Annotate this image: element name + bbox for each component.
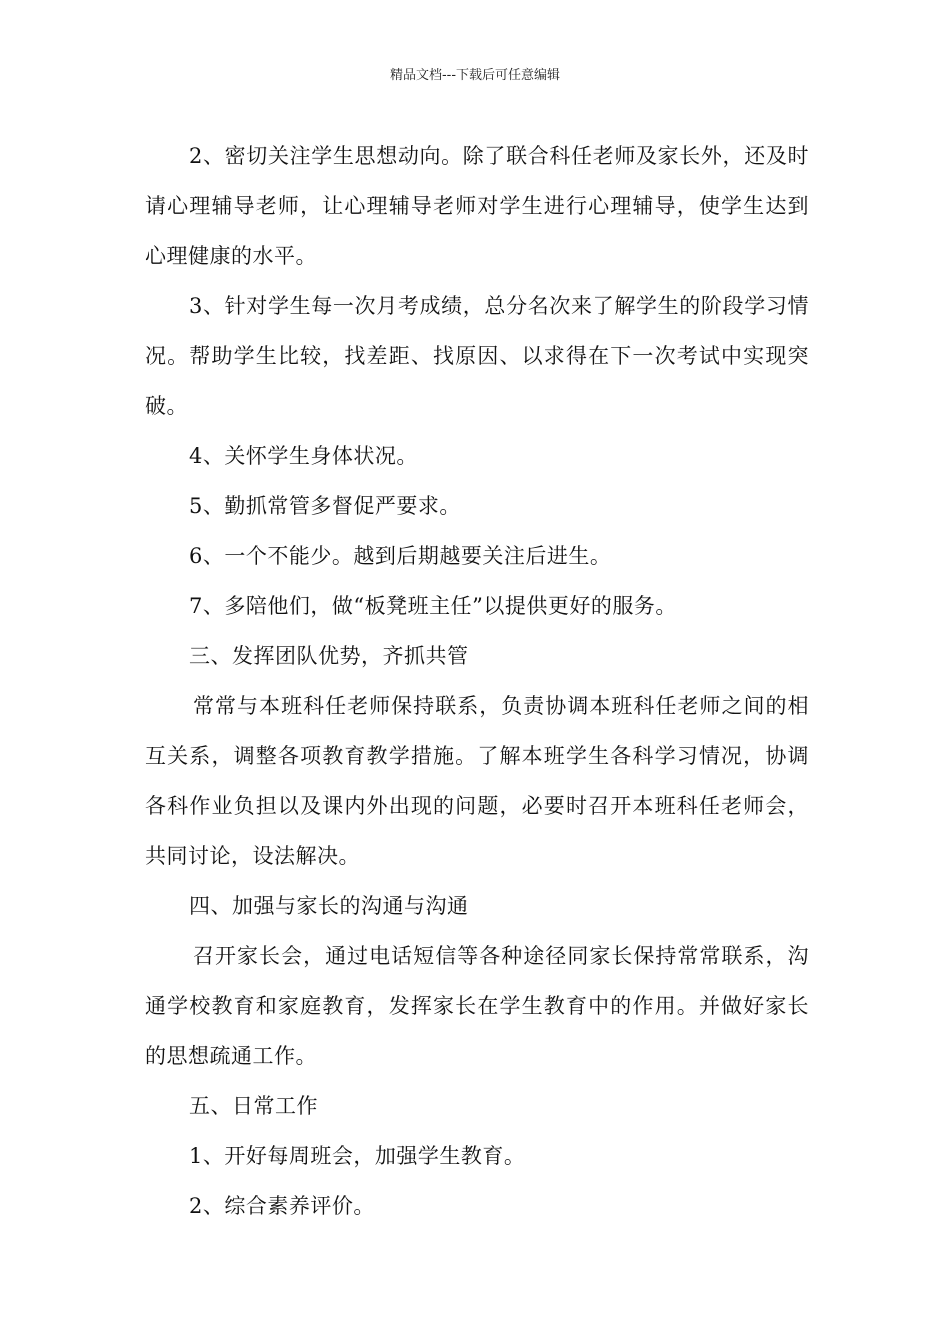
paragraph-item-5: 5、勤抓常管多督促严要求。 xyxy=(189,494,461,518)
section-heading-daily-work: 五、日常工作 xyxy=(189,1094,318,1118)
paragraph-item-4: 4、关怀学生身体状况。 xyxy=(189,444,418,468)
paragraph-parents: 召开家长会，通过电话短信等各种途径同家长保持常常联系，沟通学校教育和家庭教育，发挥家长在学生教育中的作用。并做好家长的思想疏通工作。 xyxy=(145,944,809,1068)
document-body xyxy=(145,131,809,1231)
paragraph-item-2: 2、密切关注学生思想动向。除了联合科任老师及家长外，还及时请心理辅导老师，让心理辅导老师对学生进行心理辅导，使学生达到心理健康的水平。 xyxy=(145,144,809,268)
paragraph-daily-1: 1、开好每周班会，加强学生教育。 xyxy=(189,1144,526,1168)
paragraph-item-3: 3、针对学生每一次月考成绩，总分名次来了解学生的阶段学习情况。帮助学生比较，找差距、找原因、以求得在下一次考试中实现突破。 xyxy=(145,294,809,418)
paragraph-teamwork: 常常与本班科任老师保持联系，负责协调本班科任老师之间的相互关系，调整各项教育教学措施。了解本班学生各科学习情况，协调各科作业负担以及课内外出现的问题，必要时召开本班科任老师会，共同讨论，设法解决。 xyxy=(145,694,809,868)
paragraph-item-7: 7、多陪他们，做“板凳班主任”以提供更好的服务。 xyxy=(189,594,677,618)
paragraph-item-6: 6、一个不能少。越到后期越要关注后进生。 xyxy=(189,544,612,568)
section-heading-parents: 四、加强与家长的沟通与沟通 xyxy=(189,894,469,918)
section-heading-teamwork: 三、发挥团队优势，齐抓共管 xyxy=(189,644,469,668)
paragraph-daily-2: 2、综合素养评价。 xyxy=(189,1194,375,1218)
page-header: 精品文档---下载后可任意编辑 xyxy=(389,68,561,83)
